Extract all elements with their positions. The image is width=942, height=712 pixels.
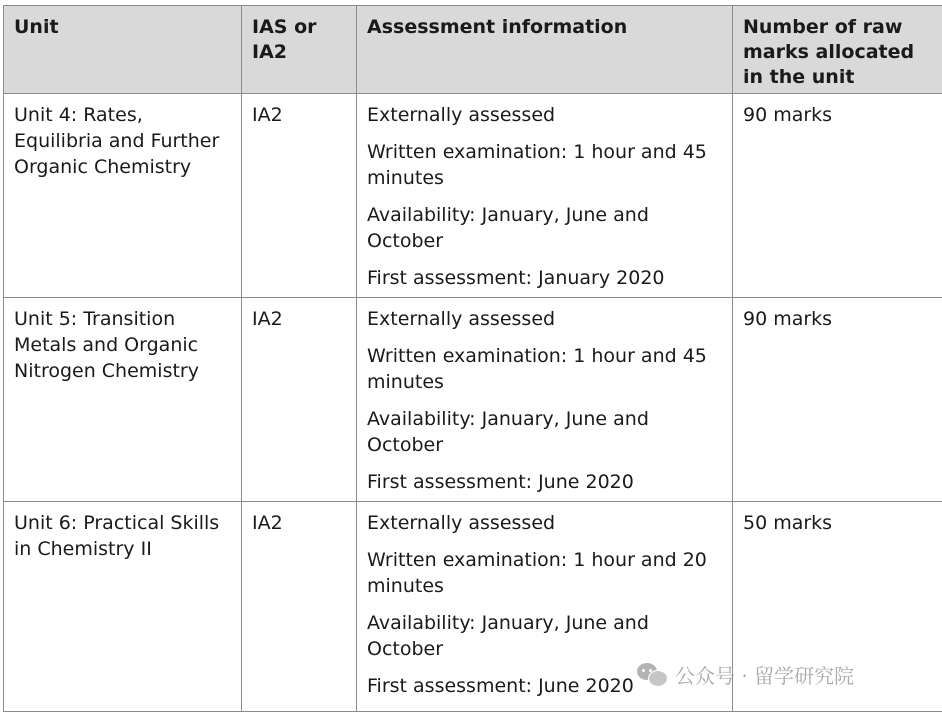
assessment-type: Externally assessed: [367, 510, 722, 536]
header-assessment: Assessment information: [357, 6, 733, 94]
exam-duration: Written examination: 1 hour and 20 minutes: [367, 547, 722, 599]
first-assessment: First assessment: January 2020: [367, 265, 722, 291]
availability: Availability: January, June and October: [367, 406, 722, 458]
header-marks: Number of raw marks allocated in the unit: [733, 6, 942, 94]
raw-marks: 90 marks: [733, 298, 942, 502]
unit-level: IA2: [242, 94, 357, 298]
unit-name: Unit 6: Practical Skills in Chemistry II: [4, 502, 242, 712]
watermark-text: 公众号 · 留学研究院: [675, 660, 854, 689]
exam-duration: Written examination: 1 hour and 45 minutes: [367, 343, 722, 395]
first-assessment: First assessment: June 2020: [367, 469, 722, 495]
availability: Availability: January, June and October: [367, 610, 722, 662]
availability: Availability: January, June and October: [367, 202, 722, 254]
unit-name: Unit 5: Transition Metals and Organic Nitrogen Chemistry: [4, 298, 242, 502]
exam-duration: Written examination: 1 hour and 45 minutes: [367, 139, 722, 191]
header-unit: Unit: [4, 6, 242, 94]
raw-marks: 50 marks: [733, 502, 942, 712]
assessment-type: Externally assessed: [367, 102, 722, 128]
assessment-type: Externally assessed: [367, 306, 722, 332]
assessment-info: [357, 94, 733, 298]
assessment-table: [3, 5, 942, 712]
table-row: [4, 94, 942, 298]
unit-level: IA2: [242, 502, 357, 712]
raw-marks: 90 marks: [733, 94, 942, 298]
header-level: IAS or IA2: [242, 6, 357, 94]
table-row: [4, 298, 942, 502]
first-assessment: First assessment: June 2020: [367, 673, 722, 699]
watermark: [637, 658, 854, 690]
unit-name: Unit 4: Rates, Equilibria and Further Organic Chemistry: [4, 94, 242, 298]
unit-level: IA2: [242, 298, 357, 502]
wechat-icon: [637, 661, 667, 687]
assessment-info: [357, 298, 733, 502]
table-header-row: [4, 6, 942, 94]
